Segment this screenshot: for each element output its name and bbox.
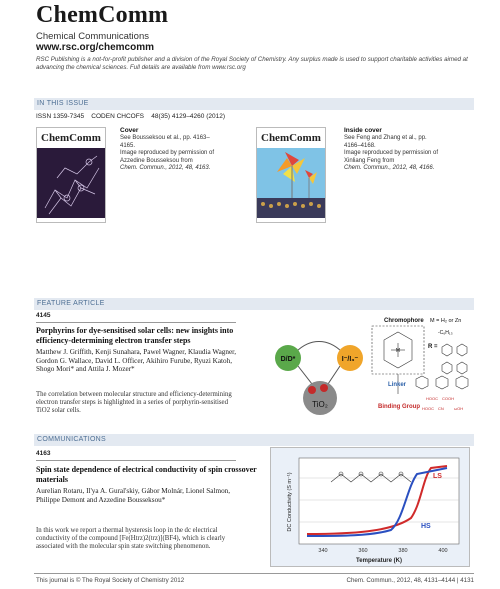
- communication-page-number[interactable]: 4163: [36, 450, 51, 457]
- inside-cover-ref[interactable]: See Feng and Zhang et al., pp. 4166–4168.: [344, 135, 427, 149]
- anchor-label: CN: [438, 406, 444, 411]
- x-tick-label: 340: [318, 548, 328, 554]
- feature-title[interactable]: Porphyrins for dye-sensitised solar cells: new insights into efficiency-determining electron transfer steps: [36, 326, 234, 345]
- cover-ref[interactable]: See Bousseksou et al., pp. 4163–4165.: [120, 135, 210, 149]
- cover-caption: [120, 127, 220, 172]
- communication-graphical-abstract: [270, 447, 470, 567]
- tio2-node: [303, 381, 337, 415]
- cover-heading: Cover: [120, 127, 139, 134]
- inside-cover-logo: ChemComm: [261, 132, 321, 144]
- chromophore-label: Chromophore: [384, 318, 424, 324]
- divider: [36, 460, 236, 461]
- hs-label: HS: [421, 523, 431, 530]
- footer-divider: [34, 573, 474, 574]
- ls-label: LS: [433, 473, 442, 480]
- x-axis-label: Temperature (K): [356, 558, 402, 564]
- substituent-label: ‐C₆H₁₃: [438, 330, 453, 336]
- inside-cover-caption: [344, 127, 444, 172]
- journal-subtitle: Chemical Communications: [36, 31, 149, 42]
- linker-label: Linker: [388, 382, 407, 388]
- inside-cover-image[interactable]: [256, 127, 326, 223]
- divider: [36, 322, 236, 323]
- svg-text:M: M: [395, 348, 401, 354]
- anchor-label: HOOC: [426, 396, 438, 401]
- communication-authors: Aurelian Rotaru, Il'ya A. Gural'skiy, Gábor Molnár, Lionel Salmon, Philippe Demont and Azzedine Bousseksou*: [36, 487, 231, 504]
- publisher-blurb: RSC Publishing is a not-for-profit publisher and a division of the Royal Society of Chemistry. Any surplus made is used to support charitable activities aimed at advancing the chemical sciences. Full details are available from www.rsc.org: [36, 56, 468, 71]
- cover-citation: Chem. Commun., 2012, 48, 4163.: [120, 165, 211, 172]
- feature-graphical-abstract: [262, 314, 472, 429]
- feature-page-number[interactable]: 4145: [36, 312, 51, 319]
- issn: ISSN 1359-7345: [36, 113, 85, 120]
- cover-logo: ChemComm: [41, 132, 101, 144]
- footer-copyright: This journal is © The Royal Society of Chemistry 2012: [36, 577, 185, 584]
- inside-cover-credit: Image reproduced by permission of Xinliang Feng from: [344, 150, 439, 164]
- communication-title[interactable]: Spin state dependence of electrical conductivity of spin crossover materials: [36, 465, 257, 484]
- volume-pages: 48(35) 4129–4260 (2012): [151, 113, 225, 120]
- x-tick-label: 360: [358, 548, 368, 554]
- r-label: R =: [428, 344, 438, 350]
- metal-label: M = H₂ or Zn: [430, 318, 462, 324]
- dye-node-label: D/D*: [280, 356, 296, 363]
- binding-group-label: Binding Group: [378, 404, 420, 410]
- section-header-feature-article: FEATURE ARTICLE: [34, 298, 474, 310]
- inside-cover-heading: Inside cover: [344, 127, 382, 134]
- y-axis-label: DC Conductivity (S m⁻¹): [287, 472, 293, 532]
- journal-url-link[interactable]: www.rsc.org/chemcomm: [36, 42, 154, 53]
- anchor-label: HOOC: [422, 406, 434, 411]
- feature-abstract: The correlation between molecular structure and efficiency-determining electron transfer steps is highlighted in a series of porphyrin-sensitised TiO2 solar cells.: [36, 391, 232, 415]
- issn-line: [36, 113, 225, 120]
- anchor-label: COOH: [442, 396, 454, 401]
- coden: CODEN CHCOFS: [91, 113, 145, 120]
- inside-cover-citation: Chem. Commun., 2012, 48, 4166.: [344, 165, 435, 172]
- redox-node-label: I⁻/I₃⁻: [341, 356, 359, 363]
- cover-image[interactable]: [36, 127, 106, 223]
- x-tick-label: 380: [398, 548, 408, 554]
- cover-credit: Image reproduced by permission of Azzedine Bousseksou from: [120, 150, 215, 164]
- section-header-communications: COMMUNICATIONS: [34, 434, 474, 446]
- x-tick-label: 400: [438, 548, 448, 554]
- section-header-in-this-issue: IN THIS ISSUE: [34, 98, 474, 110]
- tio2-node-label: TiO₂: [312, 400, 328, 409]
- journal-title: ChemComm: [36, 2, 169, 28]
- communication-abstract: In this work we report a thermal hysteresis loop in the dc electrical conductivity of the compound [Fe(Htrz)2(trz)](BF4), which is clearly associated with the molecular spin state switching phenomenon.: [36, 527, 226, 551]
- anchor-label: ωOH: [454, 406, 464, 411]
- footer-citation: Chem. Commun., 2012, 48, 4131–4144 | 4131: [346, 577, 474, 584]
- feature-authors: Matthew J. Griffith, Kenji Sunahara, Pawel Wagner, Klaudia Wagner, Gordon G. Wallace, David L. Officer, Akihiro Furube, Ryuzi Katoh, Shogo Mori* and Attila J. Mozer*: [36, 348, 237, 374]
